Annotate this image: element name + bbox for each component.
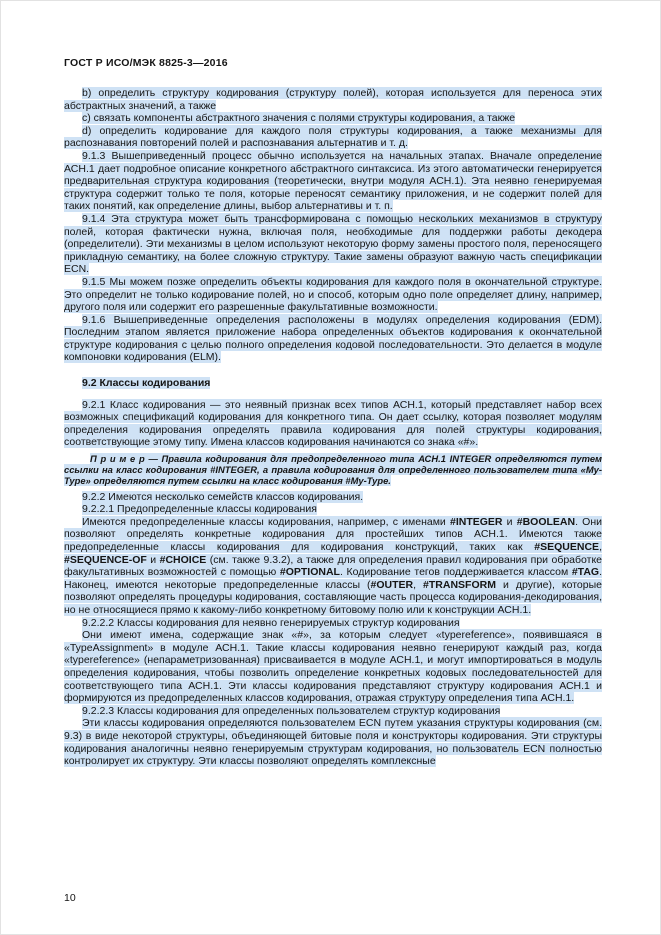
selected-text: 9.2.2.1 Предопределенные классы кодирования bbox=[82, 503, 317, 516]
selected-text: 9.2.2 Имеются несколько семейств классов кодирования. bbox=[82, 490, 364, 503]
selected-text: c) связать компоненты абстрактного значения с полями структуры кодирования, а также bbox=[82, 112, 516, 125]
selected-text: Они имеют имена, содержащие знак «#», за которым следует «typereference», появившаяся в «TypeAssignment» в модуле АСН.1. Такие классы кодирования неявно генерируют каждый раз, когда «typereference» (непараметризованная) присваивается в модуле АСН.1, и могут импортироваться в модуль определения кодирования, чтобы позволить определение конкретных кодовых последовательностей для соответствующего типа АСН.1. Эти классы кодирования представляют структуру кодирования АСН.1 и формируются из предопределенных классов кодирования, отражая структуру определения типа АСН.1. bbox=[64, 629, 602, 705]
document-header: ГОСТ Р ИСО/МЭК 8825-3—2016 bbox=[64, 57, 228, 69]
selected-text: 9.2 Классы кодирования bbox=[82, 377, 211, 390]
selected-text: 9.1.4 Эта структура может быть трансформирована с помощью нескольких механизмов в структуру полей, которая фактически нужна, включая поля, необходимые для поддержки работы декодера (определители). Эти механизмы в целом используют некоторую форму замены простого поля, переносящего прикладную семантику, на более сложную структуру. Такие замены образуют важную часть спецификации ECN. bbox=[64, 212, 602, 276]
paragraph bbox=[64, 87, 602, 112]
selected-text: 9.1.5 Мы можем позже определить объекты кодирования для каждого поля в окончательной структуре. Это определит не только кодирование полей, но и способ, которым одно поле определяет длину, например, другого поля или содержит его разрешенные факультативные возможности. bbox=[64, 275, 602, 314]
selected-text: 9.2.1 Класс кодирования — это неявный признак всех типов АСН.1, который представляет набор всех возможных спецификаций кодирования для конкретного типа. Он дает ссылку, которая позволяет модулям определения кодирования определять правила кодирования для полей структуры кодирования, соответствующие этому типу. Имена классов кодирования начинаются со знака «#». bbox=[64, 398, 602, 449]
selected-text: 9.1.3 Вышеприведенный процесс обычно используется на начальных этапах. Вначале определение АСН.1 дает подробное описание конкретного абстрактного синтаксиса. Из этого автоматически генерируется предварительная структура кодирования (теоретически, внутри модуля АСН.1). Эта неявно генерируемая структура содержит только те поля, которые переносят семантику приложения, и не содержит полей для таких понятий, как определение длины, выбор альтернативы и т. п. bbox=[64, 149, 602, 213]
selected-text: 9.1.6 Вышеприведенные определения расположены в модулях определения кодирования (EDM). Последним этапом является приложение набора определенных объектов кодирования к окончательной структуре кодирования с целью полного определения кодовой последовательности. Это делается в модуле компоновки кодирования (ELM). bbox=[64, 313, 602, 364]
paragraph bbox=[64, 150, 602, 213]
paragraph bbox=[64, 112, 602, 125]
selected-text: d) определить кодирование для каждого поля структуры кодирования, а также механизмы для распознавания повторений полей и распознавания альтернатив и т. д. bbox=[64, 124, 602, 150]
paragraph bbox=[64, 629, 602, 705]
page-number: 10 bbox=[64, 892, 76, 904]
paragraph bbox=[64, 717, 602, 767]
selected-text: 9.2.2.3 Классы кодирования для определенных пользователем структур кодирования bbox=[82, 704, 501, 717]
selected-text: Эти классы кодирования определяются пользователем ECN путем указания структуры кодирования (см. 9.3) в виде некоторой структуры, объединяющей битовые поля и конструкторы кодирования. Эти структуры кодирования аналогичны неявно генерируемым структурам кодирования, но пользователь ECN полностью контролирует их структуру. Эти классы позволяют определять комплексные bbox=[64, 717, 602, 768]
paragraph bbox=[64, 213, 602, 276]
paragraph bbox=[64, 453, 602, 487]
paragraph bbox=[64, 503, 602, 516]
selected-text: 9.2.2.2 Классы кодирования для неявно генерируемых структур кодирования bbox=[82, 616, 460, 629]
selected-text: Имеются предопределенные классы кодирования, например, с именами #INTEGER и #BOOLEAN. Они позволяют определять конкретные кодирования для простейших типов АСН.1. Имеются также предопределенные классы кодирования для кодирования конструкций, таких как #SEQUENCE, #SEQUENCE-OF и #CHOICE (см. также 9.3.2), а также для определения правил кодирования при обработке факультативных возможностей с помощью #OPTIONAL. Кодирование тегов поддерживается классом #TAG. Наконец, имеются некоторые предопределенные классы (#OUTER, #TRANSFORM и другие), которые позволяют определять процедуры кодирования, составляющие часть процесса кодирования-декодирования, но не относящиеся прямо к какому-либо конкретному битовому полю или к конструкции АСН.1. bbox=[64, 515, 603, 616]
paragraph bbox=[64, 705, 602, 718]
page-content bbox=[64, 57, 602, 768]
document-body bbox=[64, 87, 602, 768]
paragraph bbox=[64, 276, 602, 314]
selected-text: b) определить структуру кодирования (структуру полей), которая используется для переноса этих абстрактных значений, а также bbox=[64, 87, 602, 112]
section-heading bbox=[64, 377, 602, 390]
selected-text: П р и м е р — Правила кодирования для предопределенного типа АСН.1 INTEGER определяются путем ссылки на класс кодирования #INTEGER, а правила кодирования для определенного пользователем типа «My-Type» определяются путем ссылки на класс кодирования #My-Type. bbox=[64, 453, 602, 487]
paragraph bbox=[64, 491, 602, 504]
paragraph bbox=[64, 314, 602, 364]
paragraph bbox=[64, 516, 602, 617]
paragraph bbox=[64, 125, 602, 150]
paragraph bbox=[64, 399, 602, 449]
paragraph bbox=[64, 617, 602, 630]
